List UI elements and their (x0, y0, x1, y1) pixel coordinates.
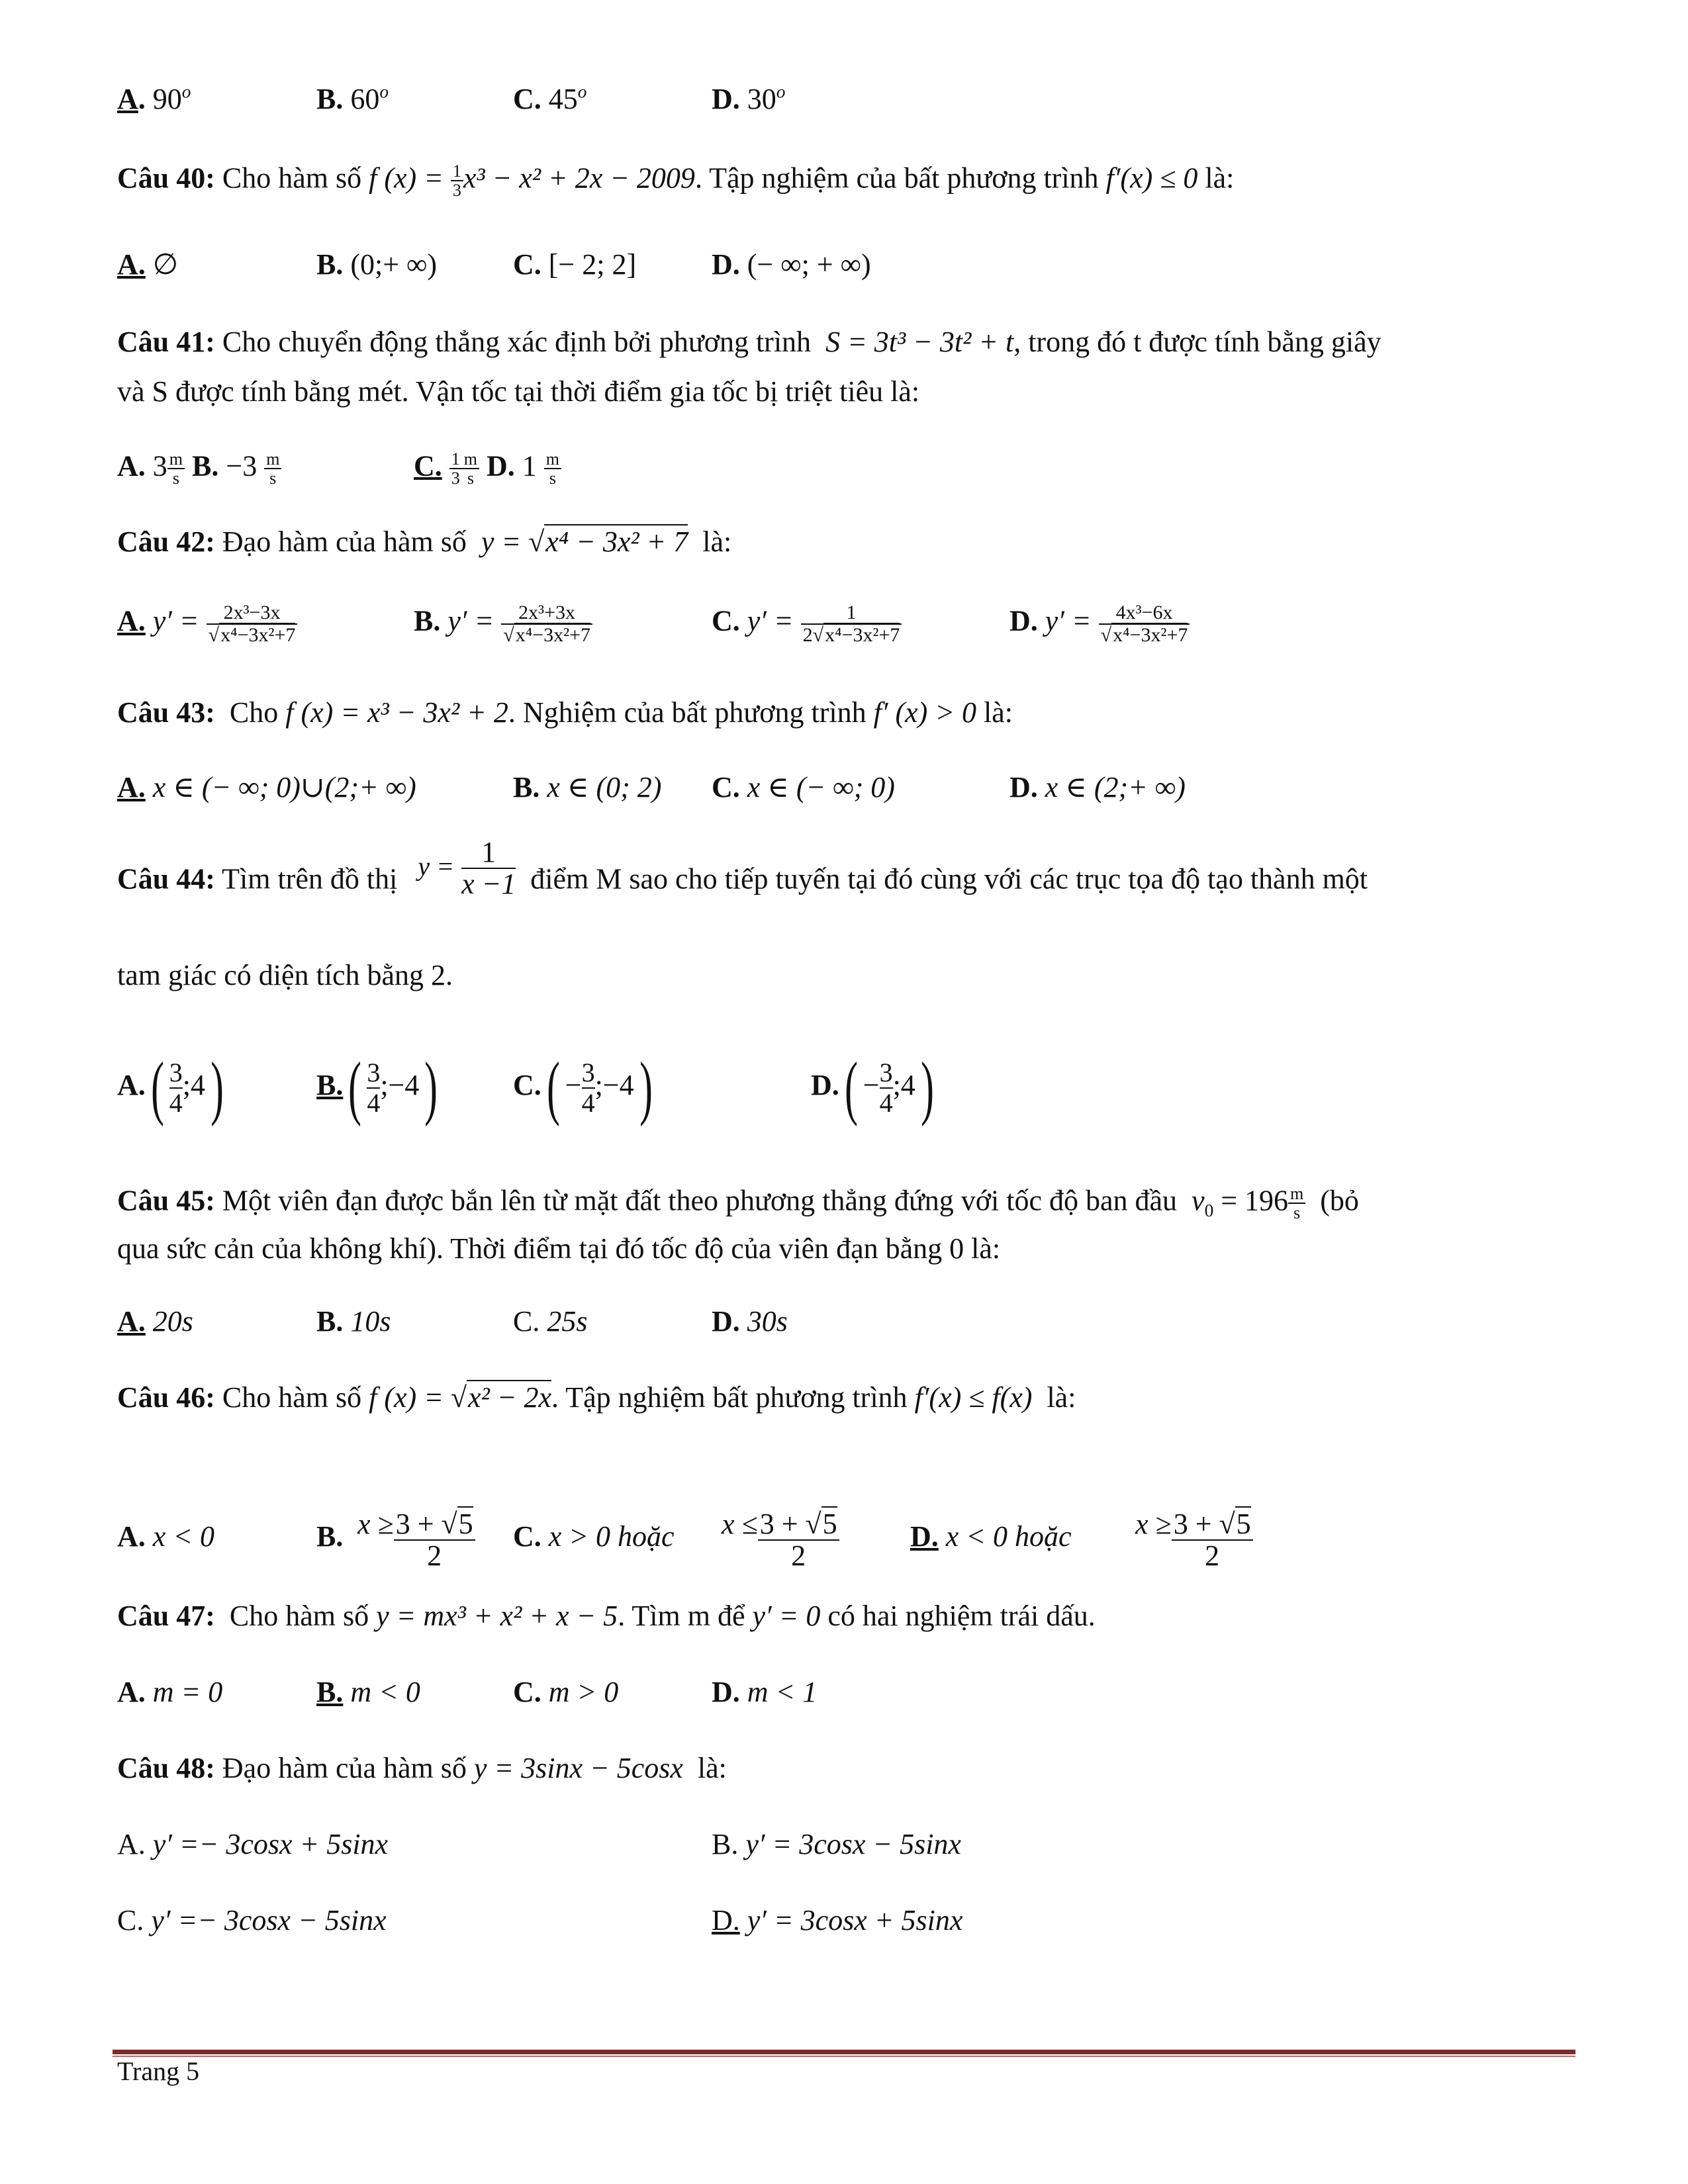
q39-option-b: B. 60$^o$ (316, 81, 389, 115)
q46-option-d: x ≥ $\frac{3 + √5}{2}$ (1135, 1482, 1253, 1571)
q47-stem: Câu 47: Cho hàm số y = mx³ + x² + x − 5. Tìm m để y′ = 0 có hai nghiệm trái dấu. (117, 1600, 1096, 1632)
q40-option-a: A. ∅ (117, 248, 179, 281)
q48-stem: Câu 48: Đạo hàm của hàm số y = 3sinx − 5cosx là: (117, 1752, 727, 1784)
q44-option-b: B.( $\frac{3}{4}$ ;−4) (316, 1048, 438, 1127)
q41-stem: Câu 41: Cho chuyển động thẳng xác định bởi phương trình S = 3t³ − 3t² + t, trong đó t được tính bằng giây (117, 326, 1382, 358)
page-number: Trang 5 (117, 2056, 200, 2086)
q40-option-b: B. (0;+ ∞) (316, 248, 438, 281)
q46-option-c-label: C. x > 0 hoặc (513, 1520, 675, 1553)
q43-option-d: D. x ∈ (2;+ ∞) (1009, 771, 1186, 803)
q43-stem: Câu 43: Cho f (x) = x³ − 3x² + 2. Nghiệm của bất phương trình f′ (x) > 0 là: (117, 696, 1013, 729)
q46-option-b: x ≥ $\frac{3 + √5}{2}$ (357, 1482, 475, 1571)
q44-stem: Câu 44: Tìm trên đồ thị y = $\frac{1}{x -1}$ điểm M sao cho tiếp tuyến tại đó cùng với các trục tọa độ tạo thành một (117, 836, 1368, 901)
q40-stem: Câu 40: Cho hàm số f (x) = $\frac{1}{3}$ x³ − x² + 2x − 2009. Tập nghiệm của bất phương trình f′(x) ≤ 0 là: (117, 161, 1235, 201)
q42-option-a: A. y′ = $\frac{\text{2x³−3x}}{\text{√x⁴−3x²+7}}$ (117, 602, 297, 645)
q46-option-d-label: D. x < 0 hoặc (910, 1520, 1072, 1553)
q44-option-d: D.( − $\frac{3}{4}$ ;4) (811, 1048, 934, 1127)
q45-option-c: C. 25s (513, 1305, 588, 1338)
q42-stem: Câu 42: Đạo hàm của hàm số y = √x⁴ − 3x² + 7 là: (117, 525, 732, 558)
q39-option-a: A. 90$^o$ (117, 81, 191, 115)
q46-option-a: A. x < 0 (117, 1520, 215, 1553)
q48-option-a: A. y′ =− 3cosx + 5sinx (117, 1828, 389, 1860)
q46-option-c: x ≤ $\frac{3 + √5}{2}$ (722, 1482, 839, 1571)
q48-option-d: D. y′ = 3cosx + 5sinx (712, 1904, 963, 1936)
q42-option-b: B. y′ = $\frac{\text{2x³+3x}}{\text{√x⁴−3x²+7}}$ (414, 602, 592, 645)
q43-option-c: C. x ∈ (− ∞; 0) (712, 771, 895, 803)
q48-option-c: C. y′ =− 3cosx − 5sinx (117, 1904, 387, 1936)
q39-option-c: C. 45$^o$ (513, 81, 587, 115)
q42-option-d: D. y′ = $\frac{\text{4x³−6x}}{\text{√x⁴−3x²+7}}$ (1009, 602, 1190, 645)
q43-option-b: B. x ∈ (0; 2) (513, 771, 662, 803)
q46-option-b-label: B. (316, 1520, 344, 1553)
q39-option-d: D. 30$^o$ (712, 81, 786, 115)
q47-option-b: B. m < 0 (316, 1676, 420, 1708)
q44-stem-line2: tam giác có diện tích bằng 2. (117, 959, 453, 991)
q45-stem-line2: qua sức cản của không khí). Thời điểm tại đó tốc độ của viên đạn bằng 0 là: (117, 1232, 1001, 1265)
q48-option-b: B. y′ = 3cosx − 5sinx (712, 1828, 961, 1860)
q42-option-c: C. y′ = $\frac{1}{\text{2√x⁴−3x²+7}}$ (712, 602, 902, 645)
q43-option-a: A. x ∈ (− ∞; 0)∪(2;+ ∞) (117, 771, 416, 803)
footer-rule-thin (113, 2056, 1575, 2057)
q47-option-c: C. m > 0 (513, 1676, 619, 1708)
q41-options: A. 3 $\frac{m}{s}$ B. −3 $\frac{m}{s}$ (117, 450, 281, 488)
q46-stem: Câu 46: Cho hàm số f (x) = √x² − 2x. Tập nghiệm bất phương trình f′(x) ≤ f(x) là: (117, 1381, 1076, 1414)
q45-option-d: D. 30s (712, 1305, 788, 1338)
q47-option-a: A. m = 0 (117, 1676, 223, 1708)
q44-option-c: C.( − $\frac{3}{4}$ ;−4) (513, 1048, 653, 1127)
q45-option-b: B. 10s (316, 1305, 391, 1338)
q45-option-a: A. 20s (117, 1305, 193, 1338)
q45-stem: Câu 45: Một viên đạn được bắn lên từ mặt đất theo phương thẳng đứng với tốc độ ban đầu $v_0 = 196$ $\frac{m}{s}$ (bỏ (117, 1184, 1359, 1223)
footer-rule (113, 2050, 1575, 2054)
q44-option-a: A.( $\frac{3}{4}$ ;4) (117, 1048, 224, 1127)
q40-option-c: C. [− 2; 2] (513, 248, 637, 281)
q40-option-d: D. (− ∞; + ∞) (712, 248, 871, 281)
q47-option-d: D. m < 1 (712, 1676, 818, 1708)
q41-stem-line2: và S được tính bằng mét. Vận tốc tại thời điểm gia tốc bị triệt tiêu là: (117, 375, 920, 408)
q41-options-cd: C. $\frac{1}{3}$ $\frac{m}{s}$ D. 1 $\frac{m}{s}$ (414, 450, 561, 488)
